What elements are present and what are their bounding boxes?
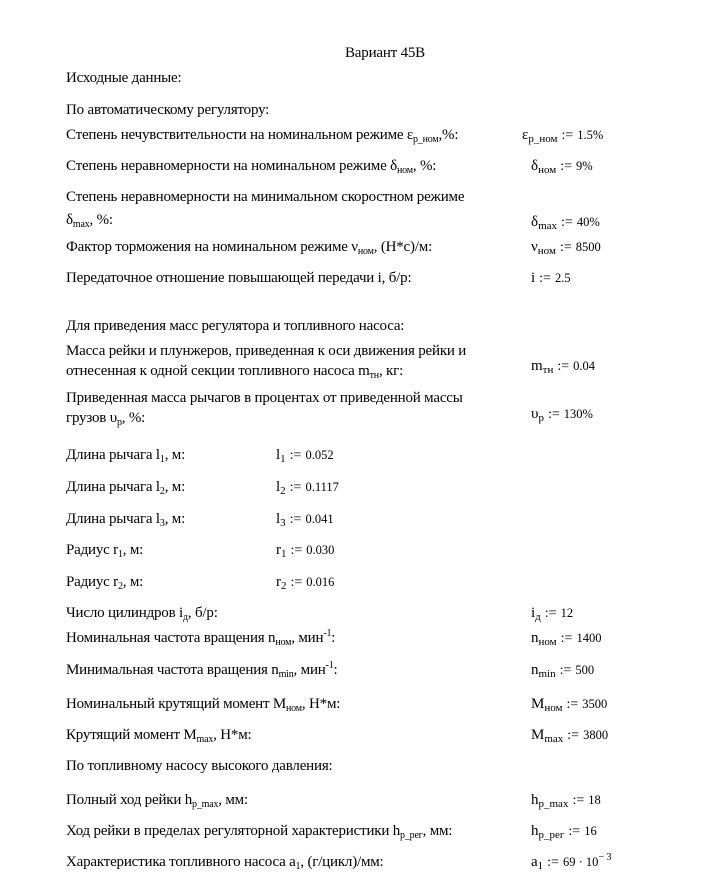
label-text: , (Н*с)/м: bbox=[373, 239, 433, 255]
label-text: Масса рейки и плунжеров, приведенная к оси движения рейки и bbox=[66, 343, 467, 359]
label-text: , кг: bbox=[378, 363, 404, 379]
assignment-expression bbox=[531, 822, 597, 841]
parameter-label bbox=[66, 211, 113, 229]
variable-subscript: д bbox=[535, 611, 541, 623]
variable-subscript: р_рег bbox=[538, 829, 565, 841]
variable-name: l bbox=[276, 447, 281, 463]
assign-operator: := bbox=[290, 575, 303, 590]
variable-subscript: ном bbox=[538, 636, 557, 648]
variable-name: i bbox=[531, 605, 536, 621]
variable-value: 1.5% bbox=[577, 128, 604, 142]
parameter-label bbox=[66, 510, 185, 528]
subscript: д bbox=[183, 612, 188, 623]
variable-value: 0.1117 bbox=[305, 480, 339, 494]
parameter-label bbox=[66, 342, 466, 360]
parameter-label bbox=[66, 695, 340, 713]
variable-subscript: 1 bbox=[537, 860, 544, 872]
variable-subscript: ном bbox=[538, 164, 557, 176]
variable-name: ε bbox=[522, 127, 529, 143]
variable-name: M bbox=[531, 727, 545, 743]
subscript: р bbox=[116, 417, 122, 428]
variable-subscript: max bbox=[538, 220, 558, 232]
subscript: 3 bbox=[159, 518, 165, 529]
assign-operator: := bbox=[561, 128, 574, 143]
label-text: Номинальная частота вращения n bbox=[66, 630, 276, 646]
label-text: Номинальный крутящий момент M bbox=[66, 696, 287, 712]
subscript: ном bbox=[396, 165, 413, 176]
label-text: Полный ход рейки h bbox=[66, 792, 193, 808]
heading-regulator: По автоматическому регулятору: bbox=[66, 102, 270, 118]
label-text: Радиус r bbox=[66, 574, 118, 590]
subscript: max bbox=[196, 734, 214, 745]
label-text: Приведенная масса рычагов в процентах от приведенной массы bbox=[66, 390, 463, 406]
label-text: , м: bbox=[164, 447, 186, 463]
parameter-label bbox=[66, 478, 185, 496]
assign-operator: := bbox=[290, 543, 303, 558]
assign-operator: := bbox=[560, 631, 573, 646]
assignment-expression bbox=[276, 541, 334, 560]
assignment-expression bbox=[531, 405, 593, 424]
subscript: ном bbox=[275, 637, 292, 648]
label-text: , мин bbox=[293, 662, 326, 678]
variable-subscript: max bbox=[544, 733, 564, 745]
assign-operator: := bbox=[289, 448, 302, 463]
parameter-label bbox=[66, 446, 185, 464]
variable-subscript: 2 bbox=[280, 485, 286, 497]
assign-operator: := bbox=[547, 407, 560, 422]
variable-name: n bbox=[531, 662, 539, 678]
parameter-label bbox=[66, 126, 458, 144]
subscript: 1 bbox=[295, 861, 301, 872]
label-text: Число цилиндров i bbox=[66, 605, 183, 621]
variable-subscript: тн bbox=[542, 364, 554, 376]
variable-name: r bbox=[276, 574, 281, 590]
label-text: Длина рычага l bbox=[66, 511, 160, 527]
label-text: грузов υ bbox=[66, 410, 117, 426]
variable-value: 8500 bbox=[575, 240, 601, 254]
variable-name: l bbox=[276, 511, 281, 527]
label-text: , мм: bbox=[422, 823, 453, 839]
label-text: , мм: bbox=[218, 792, 248, 808]
variable-value: 18 bbox=[588, 793, 601, 807]
label-text: , м: bbox=[122, 574, 144, 590]
subscript: max bbox=[72, 219, 90, 230]
variable-value: 0.041 bbox=[305, 512, 334, 526]
label-text: , %: bbox=[412, 158, 437, 174]
variable-value: 16 bbox=[584, 824, 597, 838]
label-text: отнесенная к одной секции топливного насоса m bbox=[66, 363, 370, 379]
label-text: , %: bbox=[121, 410, 146, 426]
label-text: , мин bbox=[291, 630, 324, 646]
heading-initial-data: Исходные данные: bbox=[66, 70, 182, 86]
heading-mass-reduction: Для приведения масс регулятора и топливного насоса: bbox=[66, 318, 405, 334]
variable-name: M bbox=[531, 696, 545, 712]
label-text: , б/р: bbox=[187, 605, 218, 621]
variable-subscript: ном bbox=[544, 702, 563, 714]
label-text: Степень нечувствительности на номинальном режиме ε bbox=[66, 127, 413, 143]
label-text: δ bbox=[66, 212, 73, 228]
assign-operator: := bbox=[539, 271, 551, 286]
assign-operator: := bbox=[559, 663, 572, 678]
assignment-expression bbox=[276, 510, 334, 529]
assignment-expression bbox=[531, 604, 573, 623]
variable-value: 0.016 bbox=[306, 575, 335, 589]
parameter-label bbox=[66, 362, 403, 380]
variable-subscript: min bbox=[538, 668, 556, 680]
variable-name: υ bbox=[531, 406, 539, 422]
label-text: Степень неравномерности на номинальном режиме δ bbox=[66, 158, 397, 174]
variable-subscript: р bbox=[538, 412, 544, 424]
assign-operator: := bbox=[544, 606, 557, 621]
variable-name: l bbox=[276, 479, 281, 495]
label-text: Радиус r bbox=[66, 542, 118, 558]
parameter-label bbox=[66, 573, 143, 591]
variable-subscript: 1 bbox=[281, 548, 287, 560]
assign-operator: := bbox=[572, 793, 585, 808]
variable-subscript: 2 bbox=[281, 580, 287, 592]
assign-operator: := bbox=[289, 512, 302, 527]
parameter-label bbox=[66, 157, 436, 175]
variable-value: 12 bbox=[560, 606, 574, 620]
label-text: , м: bbox=[122, 542, 144, 558]
parameter-label bbox=[66, 188, 464, 206]
label-text: Степень неравномерности на минимальном скоростном режиме bbox=[66, 189, 465, 205]
assignment-expression bbox=[531, 238, 601, 257]
label-text: , м: bbox=[164, 479, 186, 495]
parameter-label bbox=[66, 269, 411, 287]
subscript: 1 bbox=[159, 454, 165, 465]
subscript: 2 bbox=[117, 581, 123, 592]
subscript: min bbox=[278, 669, 294, 680]
parameter-label bbox=[66, 541, 143, 559]
label-text: : bbox=[333, 662, 338, 678]
label-text: , м: bbox=[164, 511, 186, 527]
variable-subscript: 1 bbox=[280, 453, 286, 465]
variable-subscript: ном bbox=[537, 245, 556, 257]
assignment-expression bbox=[531, 157, 593, 176]
subscript: р_рег bbox=[400, 830, 423, 841]
label-text: , Н*м: bbox=[301, 696, 341, 712]
parameter-label bbox=[66, 409, 145, 427]
assign-operator: := bbox=[547, 855, 559, 870]
variable-value: 9% bbox=[576, 159, 593, 173]
variable-subscript: 3 bbox=[280, 517, 286, 529]
variable-name: δ bbox=[531, 158, 539, 174]
label-text: Минимальная частота вращения n bbox=[66, 662, 279, 678]
subscript: ном bbox=[357, 246, 374, 257]
variant-title: Вариант 45В bbox=[345, 45, 425, 61]
variable-value: 69 · 10 bbox=[562, 855, 599, 869]
assign-operator: := bbox=[560, 159, 573, 174]
assignment-expression bbox=[531, 726, 608, 745]
variable-subscript: р_max bbox=[538, 798, 569, 810]
variable-value: 0.04 bbox=[573, 359, 596, 373]
assignment-expression bbox=[531, 791, 601, 810]
label-text: Длина рычага l bbox=[66, 447, 160, 463]
variable-value: 40% bbox=[576, 215, 600, 229]
subscript: 2 bbox=[159, 486, 165, 497]
parameter-label bbox=[66, 726, 251, 744]
variable-value: 130% bbox=[563, 407, 593, 421]
value-exponent: − 3 bbox=[598, 852, 612, 863]
assign-operator: := bbox=[559, 240, 572, 255]
variable-name: δ bbox=[531, 214, 539, 230]
assignment-expression bbox=[531, 269, 571, 288]
label-text: Длина рычага l bbox=[66, 479, 160, 495]
assign-operator: := bbox=[568, 824, 581, 839]
assign-operator: := bbox=[567, 728, 580, 743]
variable-name: n bbox=[531, 630, 539, 646]
variable-value: 3800 bbox=[583, 728, 609, 742]
parameter-label bbox=[66, 629, 335, 647]
variable-name: m bbox=[531, 358, 543, 374]
assignment-expression bbox=[531, 853, 612, 872]
parameter-label bbox=[66, 389, 463, 407]
superscript: -1 bbox=[325, 660, 334, 671]
label-text: Фактор торможения на номинальном режиме ν bbox=[66, 239, 358, 255]
subscript: тн bbox=[369, 370, 379, 381]
label-text: Характеристика топливного насоса a bbox=[66, 854, 296, 870]
assign-operator: := bbox=[561, 215, 573, 230]
label-text: , Н*м: bbox=[213, 727, 252, 743]
label-text: , %: bbox=[89, 212, 113, 228]
variable-name: i bbox=[531, 270, 536, 286]
assignment-expression bbox=[531, 661, 594, 680]
subscript: 1 bbox=[117, 549, 123, 560]
assignment-expression bbox=[531, 695, 607, 714]
assignment-expression bbox=[276, 478, 339, 497]
assignment-expression bbox=[276, 573, 334, 592]
variable-subscript: р_ном bbox=[528, 133, 558, 145]
variable-value: 3500 bbox=[582, 697, 608, 711]
parameter-label bbox=[66, 661, 338, 679]
parameter-label bbox=[66, 853, 384, 871]
assignment-expression bbox=[531, 357, 595, 376]
variable-name: h bbox=[531, 823, 539, 839]
variable-name: a bbox=[531, 854, 538, 870]
assign-operator: := bbox=[566, 697, 579, 712]
subscript: ном bbox=[286, 703, 302, 714]
variable-name: h bbox=[531, 792, 539, 808]
variable-name: ν bbox=[531, 239, 538, 255]
variable-name: r bbox=[276, 542, 281, 558]
assignment-expression bbox=[276, 446, 334, 465]
variable-value: 1400 bbox=[576, 631, 602, 645]
heading-fuel-pump: По топливному насосу высокого давления: bbox=[66, 758, 333, 774]
superscript: -1 bbox=[323, 628, 332, 639]
label-text: , (г/цикл)/мм: bbox=[300, 854, 384, 870]
variable-value: 2.5 bbox=[554, 271, 571, 285]
parameter-label bbox=[66, 822, 452, 840]
assignment-expression bbox=[531, 629, 601, 648]
label-text: Передаточное отношение повышающей передачи i, б/р: bbox=[66, 270, 412, 286]
parameter-label bbox=[66, 238, 432, 256]
assignment-expression bbox=[522, 126, 603, 145]
label-text: ,%: bbox=[438, 127, 459, 143]
parameter-label bbox=[66, 604, 218, 622]
label-text: Ход рейки в пределах регуляторной характеристики h bbox=[66, 823, 401, 839]
label-text: Крутящий момент M bbox=[66, 727, 197, 743]
subscript: р_max bbox=[192, 799, 219, 810]
subscript: р_ном bbox=[413, 134, 439, 145]
variable-value: 0.030 bbox=[306, 543, 335, 557]
assign-operator: := bbox=[557, 359, 570, 374]
variable-value: 500 bbox=[575, 663, 595, 677]
variable-value: 0.052 bbox=[305, 448, 334, 462]
label-text: : bbox=[331, 630, 336, 646]
assignment-expression bbox=[531, 213, 600, 232]
assign-operator: := bbox=[289, 480, 302, 495]
parameter-label bbox=[66, 791, 248, 809]
